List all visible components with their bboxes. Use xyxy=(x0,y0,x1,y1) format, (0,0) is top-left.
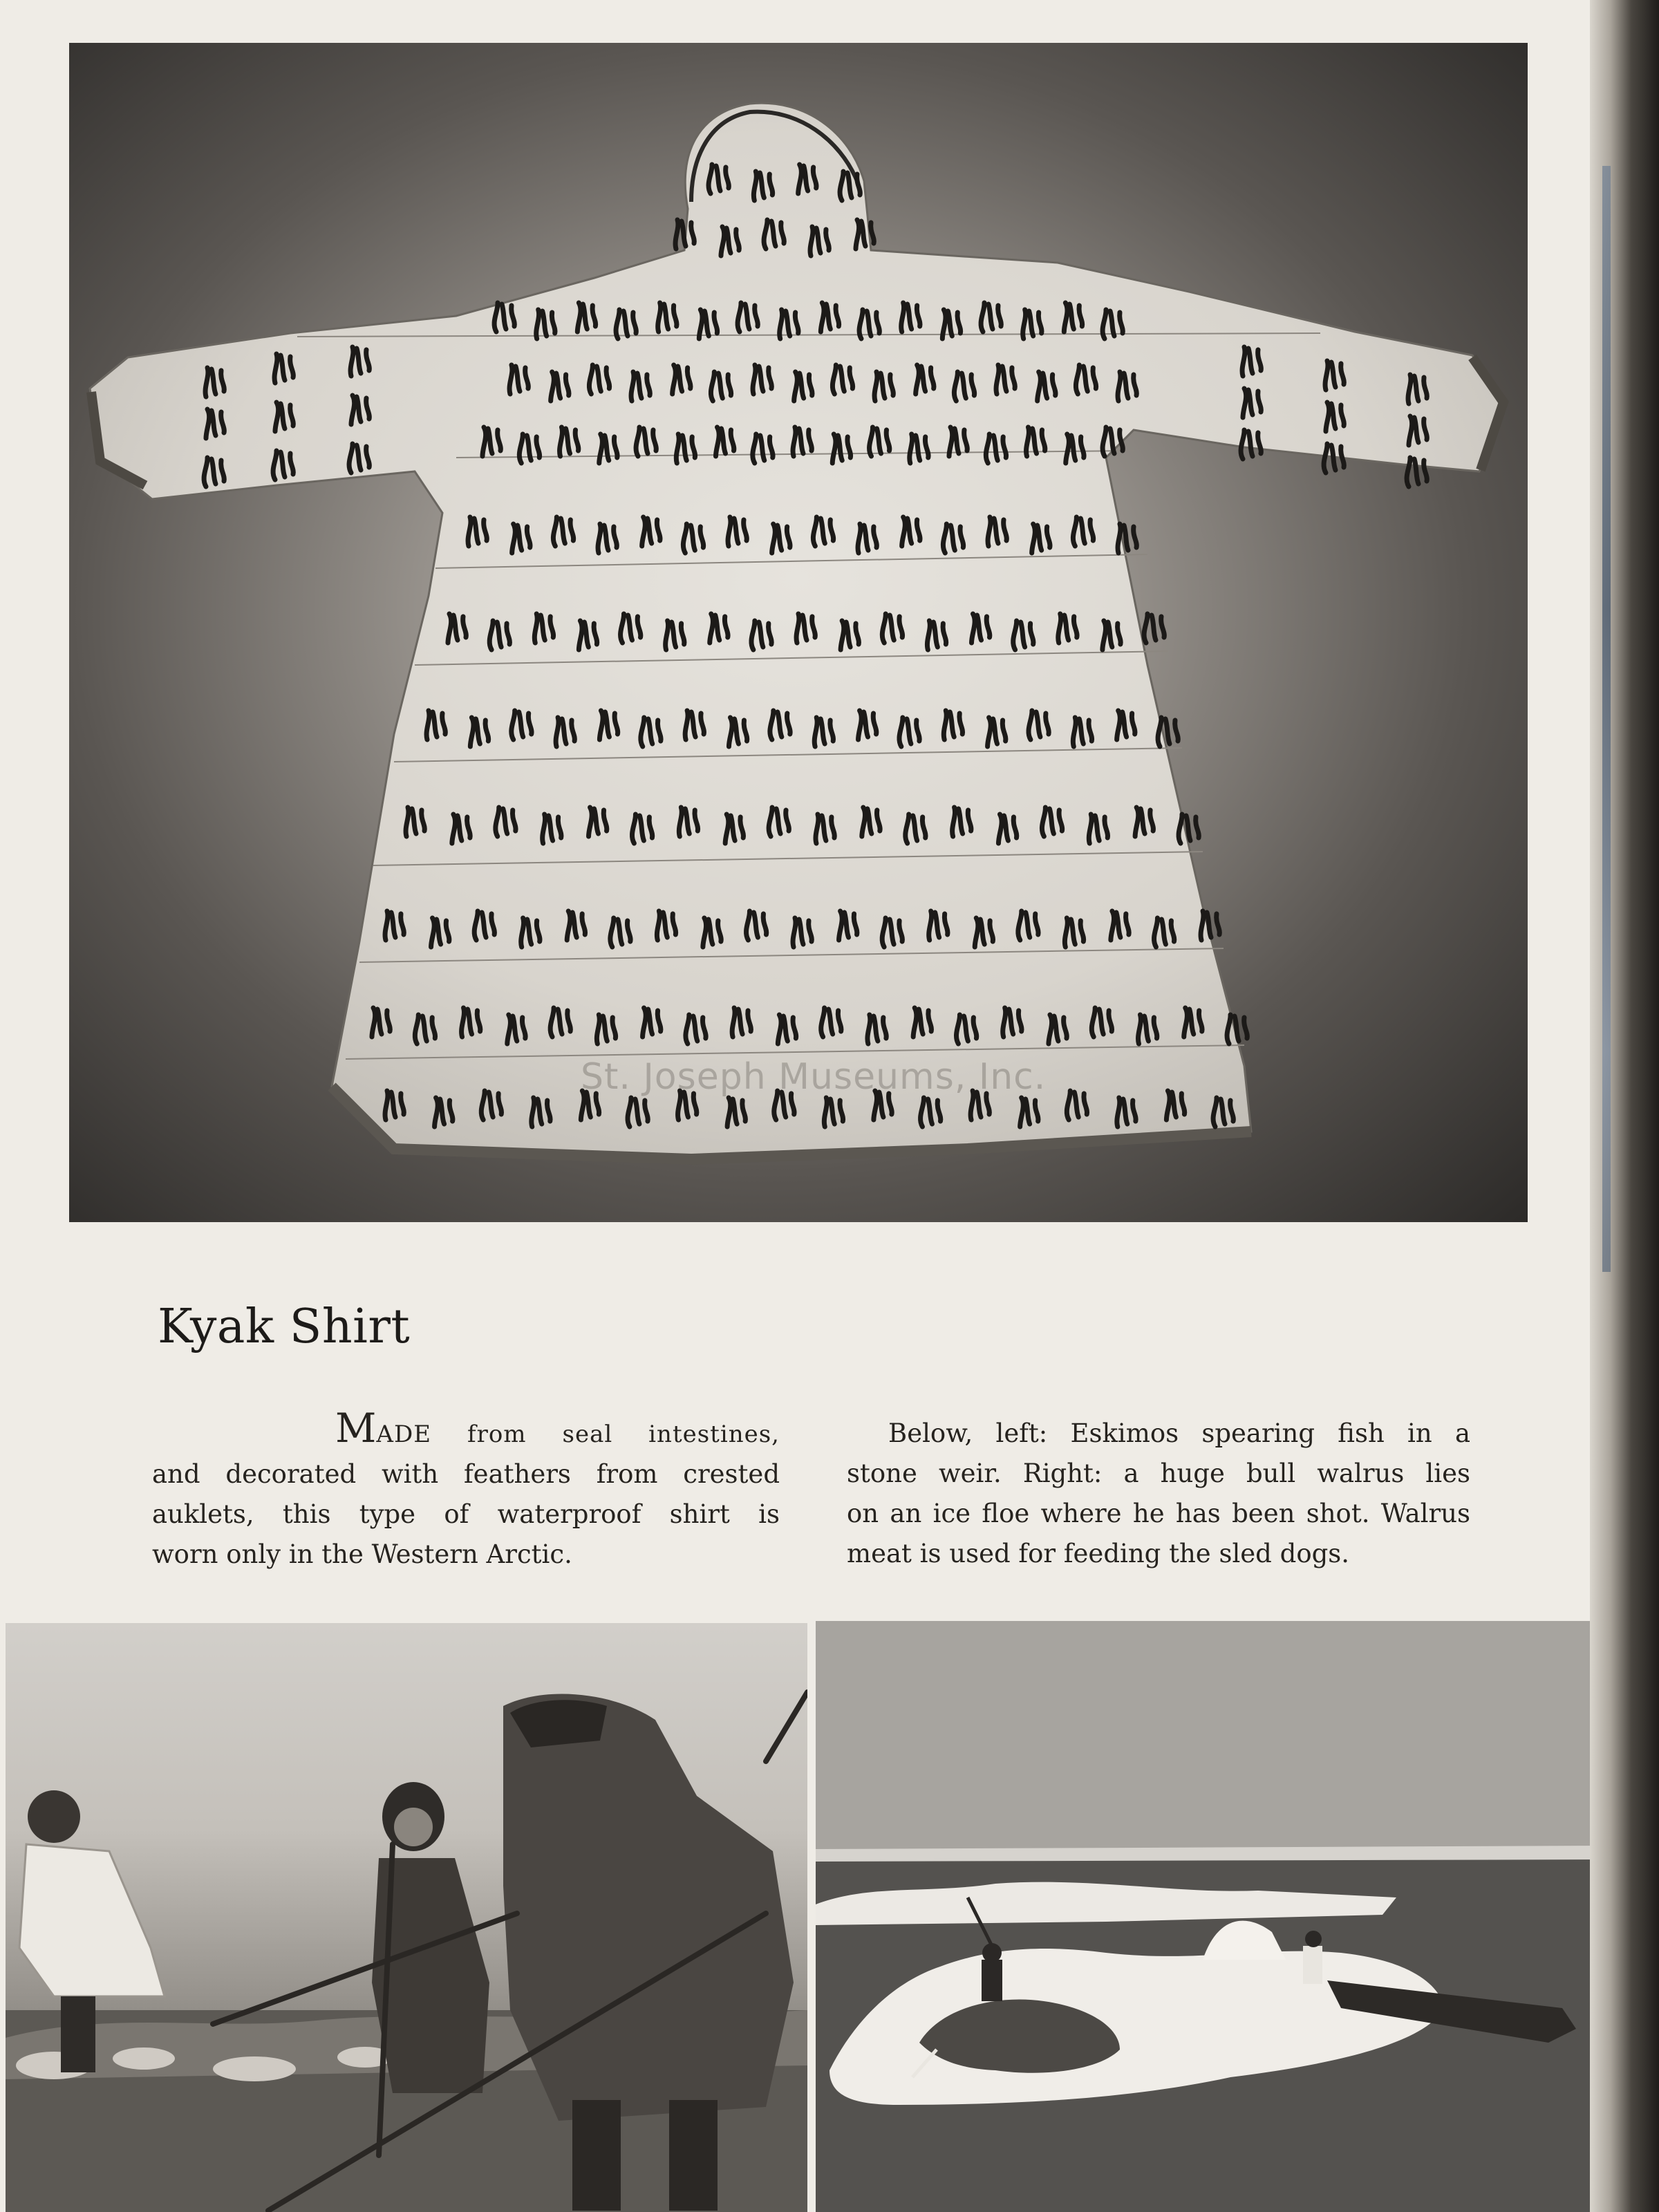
spine-edge xyxy=(1602,166,1611,1272)
drop-cap: M xyxy=(335,1405,377,1452)
caption-title: Kyak Shirt xyxy=(158,1300,411,1354)
caption-right-column xyxy=(847,1414,1470,1574)
feather-tuft xyxy=(1324,444,1344,473)
caption-right-line-2: stone weir. Right: a huge bull walrus lies xyxy=(847,1459,1470,1488)
kyak-shirt-photo xyxy=(69,43,1528,1222)
spearing-fish-photo xyxy=(6,1623,807,2212)
caption-left-column xyxy=(152,1405,780,1575)
caption-left-line-2: and decorated with feathers from crested xyxy=(152,1459,780,1489)
caption-left-line-4: worn only in the Western Arctic. xyxy=(152,1539,572,1569)
caption-right-line-3: on an ice floe where he has been shot. Walrus xyxy=(847,1499,1470,1528)
caption-left-line-1: MADE from seal intestines, xyxy=(335,1405,780,1452)
caption-left-line-3: auklets, this type of waterproof shirt is xyxy=(152,1499,780,1529)
feather-tuft xyxy=(1144,614,1164,643)
spearing-fish-illustration xyxy=(6,1623,807,2212)
feather-tuft xyxy=(1407,458,1427,487)
caption-right-line-4: meat is used for feeding the sled dogs. xyxy=(847,1539,1350,1568)
walrus-illustration xyxy=(816,1621,1609,2212)
watermark-text: St. Joseph Museums, Inc. xyxy=(581,1056,1047,1098)
caption-right-line-1: Below, left: Eskimos spearing fish in a xyxy=(888,1418,1470,1448)
kayak-person xyxy=(1303,1931,1322,1984)
walrus-photo xyxy=(816,1621,1609,2212)
kyak-shirt-illustration xyxy=(69,43,1528,1222)
feather-tuft xyxy=(1241,430,1261,459)
book-spine xyxy=(1590,0,1659,2212)
